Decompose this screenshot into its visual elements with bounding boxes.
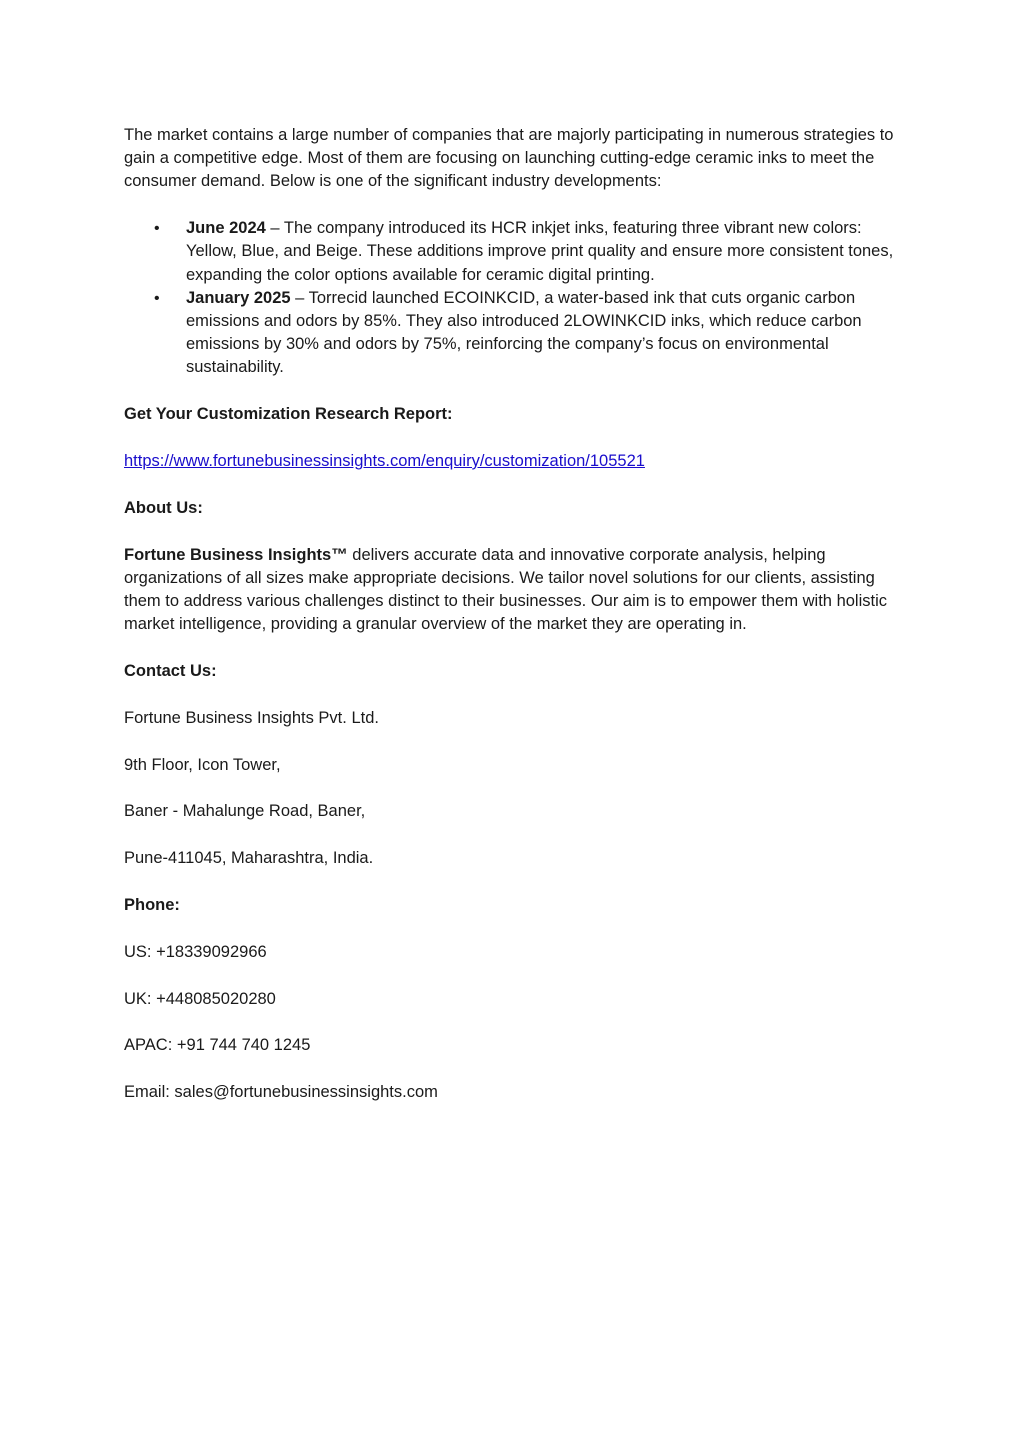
- document-page: [124, 124, 904, 1104]
- development-text: – The company introduced its HCR inkjet inks, featuring three vibrant new colors: Yellow, Blue, and Beige. These additions improve print quality and ensure more consistent tones, expanding the color options available for ceramic digital printing.: [186, 219, 894, 284]
- contact-company: Fortune Business Insights Pvt. Ltd.: [124, 708, 379, 727]
- development-date: June 2024: [186, 219, 266, 238]
- phone-uk: UK: +448085020280: [124, 989, 276, 1008]
- phone-us: US: +18339092966: [124, 942, 267, 961]
- contact-address-city: Pune-411045, Maharashtra, India.: [124, 849, 374, 868]
- phone-apac: APAC: +91 744 740 1245: [124, 1036, 311, 1055]
- phone-heading: Phone:: [124, 896, 180, 914]
- contact-address-road: Baner - Mahalunge Road, Baner,: [124, 802, 366, 821]
- about-text: delivers accurate data and innovative corporate analysis, helping organizations of all sizes make appropriate decisions. We tailor novel solutions for our clients, assisting them to address various challenges distinct to their businesses. Our aim is to empower them with holistic market intelligence, providing a granular overview of the market they are operating in.: [124, 545, 888, 634]
- contact-heading: Contact Us:: [124, 662, 217, 681]
- developments-list: [124, 217, 904, 379]
- about-heading: About Us:: [124, 498, 203, 517]
- customization-link-line: [124, 450, 904, 473]
- development-text: – Torrecid launched ECOINKCID, a water-based ink that cuts organic carbon emissions and odors by 85%. They also introduced 2LOWINKCID inks, which reduce carbon emissions by 30% and odors by 75%, reinforcing the company’s focus on environmental sustainability.: [186, 288, 862, 377]
- company-name: Fortune Business Insights™: [124, 545, 348, 564]
- contact-email: Email: sales@fortunebusinessinsights.com: [124, 1083, 438, 1102]
- customization-link[interactable]: https://www.fortunebusinessinsights.com/enquiry/customization/105521: [124, 452, 645, 471]
- list-item: [124, 217, 904, 287]
- contact-address-floor: 9th Floor, Icon Tower,: [124, 755, 281, 774]
- bullet-icon: •: [154, 220, 160, 238]
- intro-paragraph: The market contains a large number of companies that are majorly participating in numerous strategies to gain a competitive edge. Most of them are focusing on launching cutting-edge ceramic inks to meet the consumer demand. Below is one of the significant industry developments:: [124, 126, 894, 191]
- list-item: [124, 287, 904, 380]
- bullet-icon: •: [154, 289, 160, 307]
- about-paragraph: [124, 544, 904, 637]
- customization-heading: Get Your Customization Research Report:: [124, 405, 453, 424]
- development-date: January 2025: [186, 288, 291, 307]
